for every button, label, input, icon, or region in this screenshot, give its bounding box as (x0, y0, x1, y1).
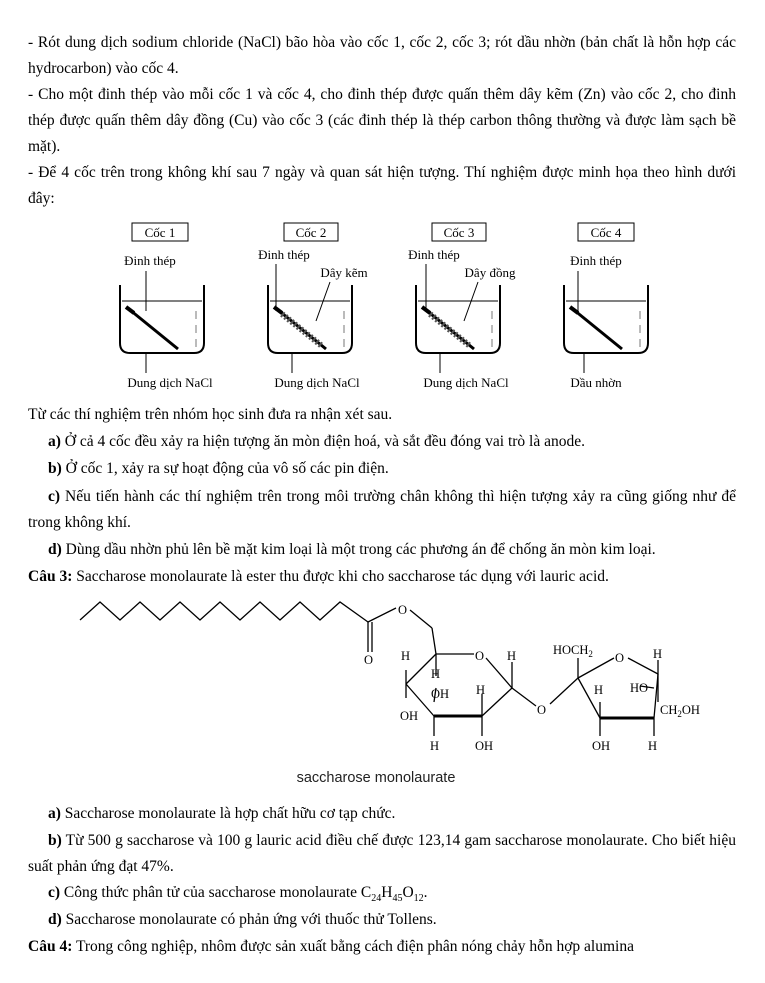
cup-1-label-nail: Đinh thép (124, 253, 176, 268)
q3-option-b-text: Từ 500 g saccharose và 100 g lauric acid điều chế được 123,14 gam saccharose monolaurate. Cho biết hiệu suất phản ứng đạt 47%. (28, 832, 736, 875)
cup-2-title: Cốc 2 (295, 225, 327, 240)
q3-title (28, 564, 736, 590)
atom-h-fructose-c3: H (594, 683, 604, 697)
q3-option-d (48, 907, 736, 933)
q4-title (28, 934, 736, 960)
cup-3 (408, 223, 516, 390)
q2-option-d-text: Dùng dầu nhờn phủ lên bề mặt kim loại là một trong các phương án để chống ăn mòn kim loại. (61, 541, 656, 558)
q3-option-c-key: c) (48, 884, 61, 901)
cup-3-bottom-label: Dung dịch NaCl (423, 375, 509, 390)
q2-option-d (48, 537, 736, 563)
atom-h-c2: H (476, 683, 486, 697)
q2-option-a-key: a) (48, 433, 61, 450)
intro-paragraph-3: - Để 4 cốc trên trong không khí sau 7 ngày và quan sát hiện tượng. Thí nghiệm được minh họa theo hình dưới đây: (28, 164, 736, 207)
atom-glycosidic-o: O (537, 703, 547, 717)
beaker-figure (0, 215, 765, 400)
atom-carbonyl-o: O (364, 653, 374, 667)
q3-option-d-text: Saccharose monolaurate có phản ứng với thuốc thử Tollens. (61, 911, 437, 928)
q3-option-a-key: a) (48, 805, 61, 822)
q3-formula-end: . (423, 884, 428, 901)
q2-option-c (28, 484, 736, 536)
q2-option-b (48, 456, 736, 482)
atom-h-fructose-bottom: H (648, 739, 658, 753)
atom-oh-c2-bottom: OH (475, 739, 494, 753)
q3-option-c-text: Công thức phân tử của saccharose monolaurate C (60, 884, 372, 901)
atom-fructose-ring-o: O (615, 651, 625, 665)
q3-option-d-key: d) (48, 911, 62, 928)
atom-h-c4: H (401, 649, 411, 663)
cup-1-title: Cốc 1 (144, 225, 176, 240)
q3-formula-c-count: 24 (371, 893, 382, 905)
q2-option-d-key: d) (48, 541, 62, 558)
atom-h-anomeric: H (507, 649, 517, 663)
atom-h-c5: H (431, 667, 441, 681)
cup-4 (564, 223, 648, 390)
cup-4-title: Cốc 4 (590, 225, 622, 240)
q3-title-text: Saccharose monolaurate là ester thu được khi cho saccharose tác dụng với lauric acid. (72, 568, 609, 585)
cup-3-label-nail: Đinh thép (408, 247, 460, 262)
atom-oh-c3: OH (431, 687, 450, 701)
saccharose-monolaurate-structure (0, 590, 765, 795)
q3-option-b (28, 828, 736, 880)
atom-ring-o: O (475, 649, 485, 663)
atom-oh-c4: OH (400, 709, 419, 723)
cup-3-label-copper: Dây đồng (464, 265, 516, 280)
q4-title-key: Câu 4: (28, 938, 73, 955)
atom-ch2oh-fructose: $CH_2OH$ (660, 703, 700, 719)
q3-formula-h: H (381, 884, 393, 901)
q3-formula-h-count: 45 (392, 893, 403, 905)
cup-1-bottom-label: Dung dịch NaCl (127, 375, 213, 390)
cup-4-label-nail: Đinh thép (570, 253, 622, 268)
q4-title-text: Trong công nghiệp, nhôm được sản xuất bằng cách điện phân nóng chảy hỗn hợp alumina (72, 938, 634, 955)
q3-title-key: Câu 3: (28, 568, 73, 585)
q2-lead: Từ các thí nghiệm trên nhóm học sinh đưa ra nhận xét sau. (28, 406, 393, 423)
cup-4-bottom-label: Dầu nhờn (570, 375, 622, 390)
q2-option-c-text: Nếu tiến hành các thí nghiệm trên trong môi trường chân không thì hiện tượng xảy ra cũng giống như để trong không khí. (28, 488, 736, 531)
atom-hoch2: $HOCH_2$ (553, 643, 593, 659)
q3-formula-o-count: 12 (413, 893, 424, 905)
cup-2-label-zinc: Dây kẽm (320, 265, 368, 280)
q2-option-b-key: b) (48, 460, 62, 477)
q2-option-c-key: c) (48, 488, 61, 505)
q2-option-a-text: Ở cả 4 cốc đều xảy ra hiện tượng ăn mòn điện hoá, và sắt đều đóng vai trò là anode. (60, 433, 585, 450)
atom-oh-fructose-bottom: OH (592, 739, 611, 753)
q3-formula-o: O (402, 884, 414, 901)
cup-3-title: Cốc 3 (443, 225, 475, 240)
cup-2 (258, 223, 367, 390)
intro-paragraph-1: - Rót dung dịch sodium chloride (NaCl) bão hòa vào cốc 1, cốc 2, cốc 3; rót dầu nhờn (bản chất là hỗn hợp các hydrocarbon) vào cốc 4. (28, 34, 736, 77)
atom-ho-fructose: HO (630, 681, 649, 695)
structure-caption: saccharose monolaurate (296, 770, 456, 786)
q3-option-b-key: b) (48, 832, 62, 849)
cup-2-bottom-label: Dung dịch NaCl (274, 375, 360, 390)
cup-1 (120, 223, 213, 390)
intro-paragraph-2: - Cho một đinh thép vào mỗi cốc 1 và cốc 4, cho đinh thép được quấn thêm dây kẽm (Zn) vào cốc 2, cho đinh thép được quấn thêm dây đồng (Cu) vào cốc 3 (các đinh thép là thép carbon thông thường và được làm sạch bề mặt). (28, 86, 736, 155)
atom-h-c3-bottom: H (430, 739, 440, 753)
atom-h-fructose-c5: H (653, 647, 663, 661)
cup-2-label-nail: Đinh thép (258, 247, 310, 262)
atom-ester-o: O (398, 603, 408, 617)
q2-option-a (48, 429, 736, 455)
q3-option-a-text: Saccharose monolaurate là hợp chất hữu cơ tạp chức. (60, 805, 396, 822)
q2-option-b-text: Ở cốc 1, xảy ra sự hoạt động của vô số các pin điện. (61, 460, 389, 477)
q3-option-a (48, 801, 736, 827)
